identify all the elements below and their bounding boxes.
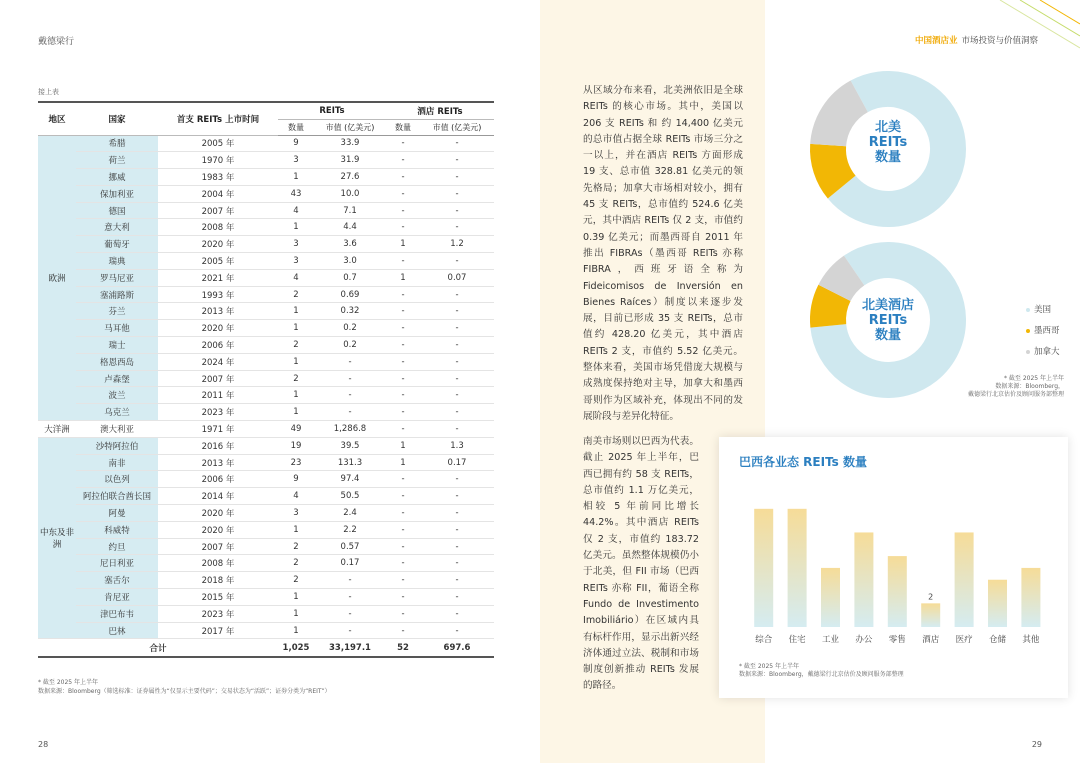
reits-count-cell: 2 bbox=[278, 572, 314, 589]
reits-count-cell: 3 bbox=[278, 236, 314, 253]
hotel-count-cell: - bbox=[386, 471, 420, 488]
legend-item-mexico bbox=[1026, 321, 1060, 342]
chart-title: 巴西各业态 REITs 数量 bbox=[739, 455, 867, 469]
donut-canada-segment bbox=[834, 270, 854, 292]
table-row bbox=[38, 421, 494, 438]
table-row bbox=[38, 622, 494, 639]
hotel-count-cell: - bbox=[386, 387, 420, 404]
country-cell: 瑞士 bbox=[76, 337, 158, 354]
table-row bbox=[38, 572, 494, 589]
table-row bbox=[38, 488, 494, 505]
reits-count-cell: 1 bbox=[278, 387, 314, 404]
table-row bbox=[38, 269, 494, 286]
hotel-count-cell: - bbox=[386, 353, 420, 370]
country-cell: 阿拉伯联合酋长国 bbox=[76, 488, 158, 505]
year-cell: 1971 年 bbox=[158, 421, 278, 438]
hotel-count-cell: - bbox=[386, 303, 420, 320]
country-cell: 塞舌尔 bbox=[76, 572, 158, 589]
reits-count-cell: 1 bbox=[278, 320, 314, 337]
table-row bbox=[38, 605, 494, 622]
reits-mcap-cell: - bbox=[314, 370, 386, 387]
year-cell: 2007 年 bbox=[158, 370, 278, 387]
hotel-mcap-cell: - bbox=[420, 622, 494, 639]
country-cell: 马耳他 bbox=[76, 320, 158, 337]
x-tick-label: 酒店 bbox=[922, 635, 940, 645]
chart-footnote bbox=[739, 663, 904, 679]
donut-label-line: 北美 bbox=[874, 120, 901, 135]
hotel-count-cell: - bbox=[386, 622, 420, 639]
year-cell: 2014 年 bbox=[158, 488, 278, 505]
year-cell: 2006 年 bbox=[158, 337, 278, 354]
year-cell: 2005 年 bbox=[158, 253, 278, 270]
hotel-count-cell: - bbox=[386, 589, 420, 606]
total-mcap: 33,197.1 bbox=[314, 639, 386, 657]
report-brand: 戴德梁行 bbox=[38, 37, 75, 47]
table-row bbox=[38, 437, 494, 454]
reits-count-cell: 49 bbox=[278, 421, 314, 438]
hotel-mcap-cell: - bbox=[420, 253, 494, 270]
reits-mcap-cell: 0.17 bbox=[314, 555, 386, 572]
reits-count-cell: 1 bbox=[278, 589, 314, 606]
hotel-count-cell: 1 bbox=[386, 437, 420, 454]
hotel-count-cell: - bbox=[386, 370, 420, 387]
table-row bbox=[38, 169, 494, 186]
table-row bbox=[38, 471, 494, 488]
country-cell: 阿曼 bbox=[76, 505, 158, 522]
year-cell: 2008 年 bbox=[158, 555, 278, 572]
hotel-count-cell: 1 bbox=[386, 454, 420, 471]
year-cell: 2020 年 bbox=[158, 236, 278, 253]
reits-mcap-cell: 0.57 bbox=[314, 538, 386, 555]
year-cell: 2013 年 bbox=[158, 303, 278, 320]
reits-count-cell: 4 bbox=[278, 488, 314, 505]
year-cell: 2004 年 bbox=[158, 185, 278, 202]
col-region: 地区 bbox=[38, 102, 76, 135]
reits-mcap-cell: 10.0 bbox=[314, 185, 386, 202]
reits-mcap-cell: 27.6 bbox=[314, 169, 386, 186]
country-cell: 卢森堡 bbox=[76, 370, 158, 387]
footnote-source: 数据来源：Bloomberg（筛选标准：证券属性为“仅显示主要代码”；交易状态为“活跃”；证券分类为“REIT”） bbox=[38, 688, 331, 695]
reits-mcap-cell: 3.6 bbox=[314, 236, 386, 253]
footnote-date: * 截至 2025 年上半年 bbox=[739, 663, 799, 670]
country-cell: 科威特 bbox=[76, 521, 158, 538]
legend-dot-icon bbox=[1026, 350, 1030, 354]
country-cell: 瑞典 bbox=[76, 253, 158, 270]
table-row bbox=[38, 202, 494, 219]
x-tick-label: 工业 bbox=[821, 635, 840, 645]
reits-mcap-cell: 0.2 bbox=[314, 320, 386, 337]
table-row bbox=[38, 253, 494, 270]
reits-count-cell: 4 bbox=[278, 269, 314, 286]
hotel-count-cell: - bbox=[386, 286, 420, 303]
col-reits: REITs bbox=[278, 102, 386, 119]
bar-4 bbox=[888, 556, 907, 627]
hotel-mcap-cell: - bbox=[420, 303, 494, 320]
donut-label-line: REITs bbox=[868, 135, 908, 150]
year-cell: 2016 年 bbox=[158, 437, 278, 454]
hotel-mcap-cell: - bbox=[420, 538, 494, 555]
total-hotel-count: 52 bbox=[386, 639, 420, 657]
hotel-mcap-cell: 0.17 bbox=[420, 454, 494, 471]
country-cell: 格恩西岛 bbox=[76, 353, 158, 370]
reits-count-cell: 2 bbox=[278, 370, 314, 387]
col-country: 国家 bbox=[76, 102, 158, 135]
legend-item-canada bbox=[1026, 342, 1060, 363]
reits-count-cell: 1 bbox=[278, 169, 314, 186]
country-cell: 以色列 bbox=[76, 471, 158, 488]
hotel-mcap-cell: - bbox=[420, 135, 494, 152]
country-cell: 葡萄牙 bbox=[76, 236, 158, 253]
reits-mcap-cell: - bbox=[314, 387, 386, 404]
hotel-mcap-cell: - bbox=[420, 152, 494, 169]
hotel-count-cell: - bbox=[386, 169, 420, 186]
footnote-date: * 截至 2025 年上半年 bbox=[1004, 375, 1064, 382]
legend-dot-icon bbox=[1026, 308, 1030, 312]
country-cell: 约旦 bbox=[76, 538, 158, 555]
reits-count-cell: 1 bbox=[278, 622, 314, 639]
reits-count-cell: 1 bbox=[278, 219, 314, 236]
hotel-count-cell: - bbox=[386, 404, 420, 421]
col-hotel-reits: 酒店 REITs bbox=[386, 102, 494, 119]
reits-mcap-cell: 97.4 bbox=[314, 471, 386, 488]
legend-label: 墨西哥 bbox=[1034, 326, 1060, 336]
legend-item-us bbox=[1026, 300, 1060, 321]
country-cell: 澳大利亚 bbox=[76, 421, 158, 438]
x-tick-label: 综合 bbox=[755, 635, 773, 645]
brazil-reits-bar-chart bbox=[731, 477, 1056, 652]
table-continued-label: 接上表 bbox=[38, 88, 59, 96]
reits-count-cell: 19 bbox=[278, 437, 314, 454]
table-footnote bbox=[38, 678, 331, 696]
reits-mcap-cell: 1,286.8 bbox=[314, 421, 386, 438]
donut-footnote bbox=[904, 375, 1064, 399]
reits-mcap-cell: - bbox=[314, 572, 386, 589]
hotel-count-cell: - bbox=[386, 505, 420, 522]
country-cell: 塞浦路斯 bbox=[76, 286, 158, 303]
reits-count-cell: 23 bbox=[278, 454, 314, 471]
hotel-mcap-cell: - bbox=[420, 219, 494, 236]
table-row bbox=[38, 404, 494, 421]
footnote-source-2: 戴德梁行北京估价及顾问服务部整理 bbox=[967, 391, 1064, 398]
reits-mcap-cell: - bbox=[314, 605, 386, 622]
hotel-mcap-cell: - bbox=[420, 471, 494, 488]
year-cell: 1983 年 bbox=[158, 169, 278, 186]
hotel-mcap-cell: - bbox=[420, 370, 494, 387]
reits-mcap-cell: - bbox=[314, 353, 386, 370]
year-cell: 2018 年 bbox=[158, 572, 278, 589]
year-cell: 2023 年 bbox=[158, 605, 278, 622]
hotel-mcap-cell: - bbox=[420, 488, 494, 505]
report-series-name: 中国酒店业 bbox=[914, 36, 958, 46]
page-number-right: 29 bbox=[1031, 740, 1042, 749]
country-cell: 保加利亚 bbox=[76, 185, 158, 202]
bar-6 bbox=[955, 532, 974, 627]
hotel-count-cell: - bbox=[386, 605, 420, 622]
hotel-count-cell: - bbox=[386, 337, 420, 354]
hotel-mcap-cell: 0.07 bbox=[420, 269, 494, 286]
na-hotel-donut-label bbox=[838, 298, 938, 343]
hotel-count-cell: - bbox=[386, 219, 420, 236]
hotel-count-cell: - bbox=[386, 488, 420, 505]
table-row bbox=[38, 337, 494, 354]
year-cell: 2015 年 bbox=[158, 589, 278, 606]
year-cell: 2013 年 bbox=[158, 454, 278, 471]
x-tick-label: 住宅 bbox=[788, 635, 806, 645]
table-row bbox=[38, 135, 494, 152]
year-cell: 2020 年 bbox=[158, 320, 278, 337]
country-cell: 巴林 bbox=[76, 622, 158, 639]
total-row bbox=[38, 639, 494, 657]
bar-1 bbox=[788, 509, 807, 627]
x-tick-label: 零售 bbox=[888, 635, 906, 645]
total-hotel-mcap: 697.6 bbox=[420, 639, 494, 657]
hotel-mcap-cell: - bbox=[420, 387, 494, 404]
table-row bbox=[38, 303, 494, 320]
hotel-mcap-cell: - bbox=[420, 421, 494, 438]
table-row bbox=[38, 152, 494, 169]
reits-count-cell: 9 bbox=[278, 471, 314, 488]
country-cell: 挪威 bbox=[76, 169, 158, 186]
year-cell: 2008 年 bbox=[158, 219, 278, 236]
total-count: 1,025 bbox=[278, 639, 314, 657]
donut-label-line: 北美酒店 bbox=[861, 298, 914, 313]
reits-count-cell: 1 bbox=[278, 303, 314, 320]
x-tick-label: 其他 bbox=[1022, 635, 1040, 645]
table-row bbox=[38, 219, 494, 236]
donut-mexico-segment bbox=[828, 293, 834, 326]
hotel-mcap-cell: - bbox=[420, 589, 494, 606]
col-hotel-mcap: 市值 (亿美元) bbox=[420, 119, 494, 135]
total-label: 合计 bbox=[38, 639, 278, 657]
table-row bbox=[38, 521, 494, 538]
bar-5 bbox=[921, 603, 940, 627]
table-row bbox=[38, 505, 494, 522]
hotel-count-cell: - bbox=[386, 572, 420, 589]
hotel-mcap-cell: - bbox=[420, 572, 494, 589]
country-cell: 荷兰 bbox=[76, 152, 158, 169]
reits-mcap-cell: 50.5 bbox=[314, 488, 386, 505]
hotel-mcap-cell: - bbox=[420, 505, 494, 522]
x-tick-label: 办公 bbox=[855, 635, 873, 645]
reits-mcap-cell: 0.7 bbox=[314, 269, 386, 286]
hotel-count-cell: - bbox=[386, 320, 420, 337]
reits-mcap-cell: - bbox=[314, 404, 386, 421]
year-cell: 1993 年 bbox=[158, 286, 278, 303]
hotel-mcap-cell: - bbox=[420, 337, 494, 354]
country-cell: 希腊 bbox=[76, 135, 158, 152]
x-tick-label: 仓储 bbox=[988, 635, 1007, 645]
col-reits-mcap: 市值 (亿美元) bbox=[314, 119, 386, 135]
bar-8 bbox=[1021, 568, 1040, 627]
table-row bbox=[38, 236, 494, 253]
table-row bbox=[38, 185, 494, 202]
reits-mcap-cell: - bbox=[314, 589, 386, 606]
reits-mcap-cell: 0.2 bbox=[314, 337, 386, 354]
col-first-listing: 首支 REITs 上市时间 bbox=[158, 102, 278, 135]
footnote-date: * 截至 2025 年上半年 bbox=[38, 679, 98, 686]
reits-count-cell: 3 bbox=[278, 505, 314, 522]
region-cell: 欧洲 bbox=[38, 135, 76, 421]
table-row bbox=[38, 370, 494, 387]
hotel-mcap-cell: - bbox=[420, 185, 494, 202]
hotel-count-cell: - bbox=[386, 538, 420, 555]
brazil-reits-chart-card bbox=[719, 437, 1068, 698]
hotel-mcap-cell: - bbox=[420, 605, 494, 622]
reits-mcap-cell: 31.9 bbox=[314, 152, 386, 169]
page-number-left: 28 bbox=[38, 740, 49, 749]
reits-count-cell: 1 bbox=[278, 404, 314, 421]
legend-label: 加拿大 bbox=[1034, 347, 1060, 357]
bar-2 bbox=[821, 568, 840, 627]
reits-count-cell: 3 bbox=[278, 152, 314, 169]
year-cell: 2024 年 bbox=[158, 353, 278, 370]
donut-label-line: 数量 bbox=[874, 150, 901, 165]
year-cell: 2007 年 bbox=[158, 538, 278, 555]
hotel-mcap-cell: 1.3 bbox=[420, 437, 494, 454]
footnote-source: 数据来源：Bloomberg，戴德梁行北京估价及顾问服务部整理 bbox=[739, 671, 904, 678]
reits-count-cell: 2 bbox=[278, 337, 314, 354]
south-america-paragraph: 南美市场则以巴西为代表。截止 2025 年上半年，巴西已拥有约 58 支 REITs，总市值约 1.1 万亿美元，相较 5 年前同比增长 44.2%。其中酒店 REITs 仅 2 支，市值约 183.72 亿美元。虽然整体规模仍小于北美，但 FII 市场（巴西 REITs 亦称 FII，葡语全称 Fundo de Investimento Imobiliário）在区域内具有标杆作用，显示出新兴经济体通过立法、税制和市场制度创新推动 REITs 发展的路径。 bbox=[583, 436, 699, 692]
table-row bbox=[38, 589, 494, 606]
country-cell: 意大利 bbox=[76, 219, 158, 236]
region-cell: 中东及非洲 bbox=[38, 437, 76, 639]
hotel-count-cell: 1 bbox=[386, 269, 420, 286]
reits-mcap-cell: 0.69 bbox=[314, 286, 386, 303]
reits-count-cell: 2 bbox=[278, 555, 314, 572]
country-cell: 沙特阿拉伯 bbox=[76, 437, 158, 454]
hotel-mcap-cell: - bbox=[420, 353, 494, 370]
hotel-count-cell: - bbox=[386, 185, 420, 202]
country-cell: 乌克兰 bbox=[76, 404, 158, 421]
col-reits-count: 数量 bbox=[278, 119, 314, 135]
bar-3 bbox=[854, 532, 873, 627]
decorative-lines-icon bbox=[970, 0, 1080, 60]
legend-label: 美国 bbox=[1034, 305, 1052, 315]
table-row bbox=[38, 353, 494, 370]
reits-count-cell: 1 bbox=[278, 353, 314, 370]
reits-mcap-cell: 3.0 bbox=[314, 253, 386, 270]
country-cell: 肯尼亚 bbox=[76, 589, 158, 606]
col-hotel-count: 数量 bbox=[386, 119, 420, 135]
country-cell: 芬兰 bbox=[76, 303, 158, 320]
reits-count-cell: 43 bbox=[278, 185, 314, 202]
hotel-count-cell: - bbox=[386, 152, 420, 169]
hotel-count-cell: - bbox=[386, 135, 420, 152]
year-cell: 2005 年 bbox=[158, 135, 278, 152]
hotel-count-cell: - bbox=[386, 521, 420, 538]
country-cell: 波兰 bbox=[76, 387, 158, 404]
region-cell: 大洋洲 bbox=[38, 421, 76, 438]
reits-count-cell: 2 bbox=[278, 538, 314, 555]
table-row bbox=[38, 286, 494, 303]
table-row bbox=[38, 454, 494, 471]
reits-count-cell: 3 bbox=[278, 253, 314, 270]
donut-legend bbox=[1026, 300, 1060, 363]
year-cell: 2011 年 bbox=[158, 387, 278, 404]
year-cell: 2020 年 bbox=[158, 505, 278, 522]
bar-0 bbox=[754, 509, 773, 627]
reits-mcap-cell: 4.4 bbox=[314, 219, 386, 236]
table-row bbox=[38, 555, 494, 572]
donut-label-line: 数量 bbox=[874, 328, 901, 343]
reits-count-cell: 9 bbox=[278, 135, 314, 152]
hotel-mcap-cell: - bbox=[420, 320, 494, 337]
hotel-mcap-cell: 1.2 bbox=[420, 236, 494, 253]
hotel-count-cell: - bbox=[386, 555, 420, 572]
table-row bbox=[38, 538, 494, 555]
reits-count-cell: 1 bbox=[278, 521, 314, 538]
reits-count-cell: 4 bbox=[278, 202, 314, 219]
country-cell: 罗马尼亚 bbox=[76, 269, 158, 286]
donut-label-line: REITs bbox=[868, 313, 908, 328]
hotel-count-cell: - bbox=[386, 202, 420, 219]
table-row bbox=[38, 320, 494, 337]
hotel-count-cell: 1 bbox=[386, 236, 420, 253]
hotel-mcap-cell: - bbox=[420, 404, 494, 421]
year-cell: 2007 年 bbox=[158, 202, 278, 219]
year-cell: 2020 年 bbox=[158, 521, 278, 538]
reits-mcap-cell: 2.4 bbox=[314, 505, 386, 522]
hotel-count-cell: - bbox=[386, 421, 420, 438]
na-reits-donut-label bbox=[838, 120, 938, 165]
country-cell: 津巴布韦 bbox=[76, 605, 158, 622]
footnote-source: 数据来源：Bloomberg， bbox=[995, 383, 1064, 390]
year-cell: 2006 年 bbox=[158, 471, 278, 488]
reits-mcap-cell: 131.3 bbox=[314, 454, 386, 471]
year-cell: 2021 年 bbox=[158, 269, 278, 286]
report-title: 市场投资与价值洞察 bbox=[961, 36, 1038, 46]
reits-mcap-cell: 0.32 bbox=[314, 303, 386, 320]
north-america-paragraph: 从区域分布来看，北美洲依旧是全球 REITs 的核心市场。其中，美国以 206 支 REITs 和 约 14,400 亿美元的总市值占据全球 REITs 市场三分之一以上，并在酒店 REITs 方面形成 19 支、总市值 328.81 亿美元的领先格局；加拿大市场相对较小，拥有 45 支 REITs，总市值约 524.6 亿美元，其中酒店 REITs 仅 2 支，市值约 0.39 亿美元；而墨西哥自 2011 年推出 FIBRAs（墨西哥 REITs 亦称 FIBRA，西班牙语全称为 Fideicomisos de Inversión en Bienes Raíces）制度以来逐步发展，目前已形成 35 支 REITs，总市值约 428.20 亿美元，其中酒店 REITs 2 支，市值约 5.52 亿美元。整体来看，美国市场凭借庞大规模与成熟度保持绝对主导，加拿大和墨西哥则作为区域补充，体现出不同的发展阶段与差异化特征。 bbox=[583, 85, 743, 422]
hotel-mcap-cell: - bbox=[420, 555, 494, 572]
reits-mcap-cell: 7.1 bbox=[314, 202, 386, 219]
reits-count-cell: 2 bbox=[278, 286, 314, 303]
hotel-mcap-cell: - bbox=[420, 169, 494, 186]
year-cell: 2017 年 bbox=[158, 622, 278, 639]
country-cell: 尼日利亚 bbox=[76, 555, 158, 572]
hotel-mcap-cell: - bbox=[420, 286, 494, 303]
reits-mcap-cell: 39.5 bbox=[314, 437, 386, 454]
hotel-mcap-cell: - bbox=[420, 521, 494, 538]
reits-by-country-table bbox=[38, 101, 494, 658]
hotel-count-cell: - bbox=[386, 253, 420, 270]
bar-7 bbox=[988, 580, 1007, 627]
country-cell: 南非 bbox=[76, 454, 158, 471]
country-cell: 德国 bbox=[76, 202, 158, 219]
reits-mcap-cell: 2.2 bbox=[314, 521, 386, 538]
reits-mcap-cell: - bbox=[314, 622, 386, 639]
legend-dot-icon bbox=[1026, 329, 1030, 333]
hotel-mcap-cell: - bbox=[420, 202, 494, 219]
x-tick-label: 医疗 bbox=[955, 635, 973, 645]
data-label: 2 bbox=[928, 592, 934, 602]
year-cell: 2023 年 bbox=[158, 404, 278, 421]
reits-mcap-cell: 33.9 bbox=[314, 135, 386, 152]
reits-count-cell: 1 bbox=[278, 605, 314, 622]
table-row bbox=[38, 387, 494, 404]
year-cell: 1970 年 bbox=[158, 152, 278, 169]
